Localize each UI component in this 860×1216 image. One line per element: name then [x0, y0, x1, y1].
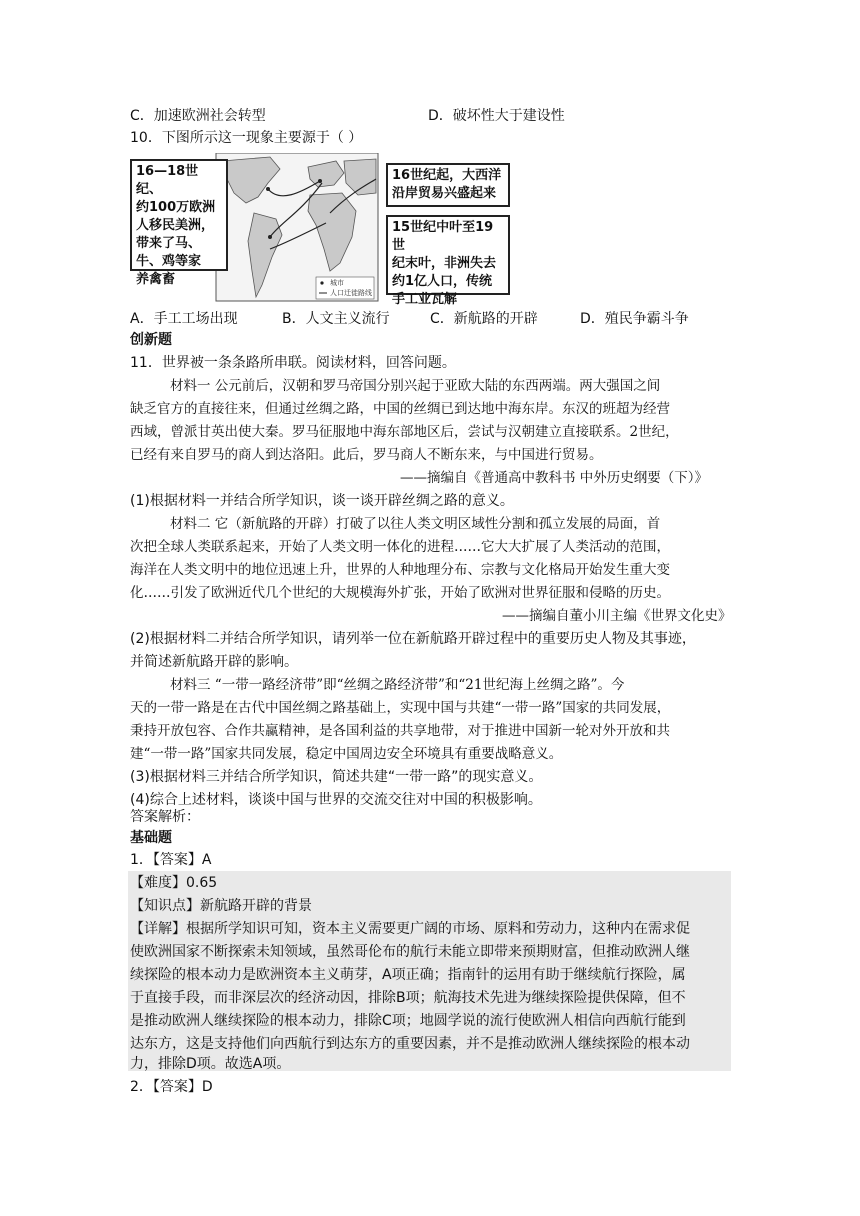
q10-option-c: C．新航路的开辟: [430, 311, 538, 327]
box-bottom-right-line: 约1亿人口，传统: [392, 274, 493, 289]
answer-2-label: 2．【答案】D: [130, 1079, 213, 1095]
q11-question-1: (1)根据材料一并结合所学知识，谈一谈开辟丝绸之路的意义。: [130, 493, 514, 509]
section-heading-innovation: 创新题: [130, 332, 172, 348]
q10-option-d: D．殖民争霸斗争: [580, 311, 689, 327]
q11-question-4: (4)综合上述材料，谈谈中国与世界的交流交往对中国的积极影响。: [130, 792, 542, 808]
q9-option-d: D．破坏性大于建设性: [428, 108, 565, 124]
material-one-line: 已经有来自罗马的商人到达洛阳。此后，罗马商人不断东来，与中国进行贸易。: [130, 447, 603, 463]
q10-option-b: B．人文主义流行: [282, 311, 390, 327]
q10-stem: 10．下图所示这一现象主要源于（ ）: [130, 130, 363, 146]
box-bottom-right-line: 手工业瓦解: [392, 292, 458, 307]
q10-figure-map: [130, 153, 510, 307]
box-left-line: 带来了马、: [136, 236, 202, 251]
material-three-line: 天的一带一路是在古代中国丝绸之路基础上，实现中国与共建“一带一路”国家的共同发展，: [130, 700, 671, 716]
legend-city-label: 城市: [330, 279, 344, 287]
box-bottom-right-line: 纪末叶，非洲失去: [392, 256, 497, 271]
answer-1-detail-line: 【详解】根据所学知识可知，资本主义需要更广阔的市场、原料和劳动力，这种内在需求促: [130, 921, 690, 937]
section-heading-basic: 基础题: [130, 830, 172, 846]
box-top-right-line: 16世纪起，大西洋: [392, 168, 502, 183]
answer-1-detail-line: 使欧洲国家不断探索未知领域，虽然哥伦布的航行未能立即带来预期财富，但推动欧洲人继: [130, 944, 690, 960]
answer-1-detail-line: 是推动欧洲人继续探险的根本动力，排除C项；地圆学说的流行使欧洲人相信向西航行能到: [130, 1013, 686, 1029]
material-one-line: 材料一 公元前后，汉朝和罗马帝国分别兴起于亚欧大陆的东西两端。两大强国之间: [170, 378, 661, 394]
figure-box-bottom-right: [386, 215, 510, 307]
answer-1-knowledge-point: 【知识点】新航路开辟的背景: [130, 898, 312, 914]
q11-question-2-line: 并简述新航路开辟的影响。: [130, 654, 298, 670]
q9-options-row: [130, 106, 266, 126]
material-three-line: 建“一带一路”国家共同发展，稳定中国周边安全环境具有重要战略意义。: [130, 746, 563, 762]
q9-option-c: C．加速欧洲社会转型: [130, 108, 266, 124]
box-bottom-right-line: 15世纪中叶至19世: [392, 220, 494, 253]
q10-option-a: A．手工工场出现: [130, 311, 238, 327]
material-two-line: 海洋在人类文明中的地位迅速上升，世界的人种地理分布、宗教与文化格局开始发生重大变: [130, 562, 670, 578]
material-one-line: 缺乏官方的直接往来，但通过丝绸之路，中国的丝绸已到达地中海东岸。东汉的班超为经营: [130, 401, 670, 417]
material-three-line: 材料三 “一带一路经济带”即“丝绸之路经济带”和“21世纪海上丝绸之路”。今: [170, 677, 625, 693]
legend-route-label: 人口迁徙路线: [330, 289, 372, 297]
answer-1-detail-line: 续探险的根本动力是欧洲资本主义萌芽，A项正确；指南针的运用有助于继续航行探险，属: [130, 967, 686, 983]
material-two-source: ——摘编自董小川主编《世界文化史》: [502, 608, 732, 624]
answer-1-detail-line: 达东方，这是支持他们向西航行到达东方的重要因素，并不是推动欧洲人继续探险的根本动: [130, 1036, 690, 1052]
material-two-line: 材料二 它（新航路的开辟）打破了以往人类文明区域性分割和孤立发展的局面，首: [170, 516, 661, 532]
q11-question-2-line: (2)根据材料二并结合所学知识，请列举一位在新航路开辟过程中的重要历史人物及其事迹，: [130, 631, 696, 647]
answer-1-detail-line: 力，排除D项。故选A项。: [130, 1056, 291, 1072]
material-three-line: 秉持开放包容、合作共赢精神，是各国利益的共享地带，对于推进中国新一轮对外开放和共: [130, 723, 670, 739]
answer-1-label: 1．【答案】A: [130, 852, 212, 868]
box-left-line: 人移民美洲，: [136, 218, 215, 233]
box-left-line: 约100万欧洲: [136, 200, 216, 215]
box-top-right-line: 沿岸贸易兴盛起来: [392, 186, 497, 201]
box-left-line: 16—18世纪、: [136, 164, 199, 197]
figure-box-top-right: [386, 163, 510, 207]
box-left-line: 养禽畜: [136, 272, 176, 287]
answer-1-detail-line: 于直接手段，而非深层次的经济动因，排除B项；航海技术先进为继续探险提供保障，但不: [130, 990, 686, 1006]
answer-1-difficulty: 【难度】0.65: [130, 875, 218, 891]
material-two-line: 次把全球人类联系起来，开始了人类文明一体化的进程……它大大扩展了人类活动的范围，: [130, 539, 670, 555]
figure-box-left: [130, 159, 228, 287]
q11-stem: 11．世界被一条条路所串联。阅读材料，回答问题。: [130, 355, 456, 371]
box-left-line: 牛、鸡等家: [136, 254, 202, 269]
q11-question-3: (3)根据材料三并结合所学知识，简述共建“一带一路”的现实意义。: [130, 769, 543, 785]
material-two-line: 化……引发了欧洲近代几个世纪的大规模海外扩张，开始了欧洲对世界征服和侵略的历史。: [130, 585, 670, 601]
material-one-line: 西域，曾派甘英出使大秦。罗马征服地中海东部地区后，尝试与汉朝建立直接联系。2世纪，: [130, 424, 679, 440]
material-one-source: ——摘编自《普通高中教科书 中外历史纲要（下）》: [400, 470, 709, 486]
answer-heading: 答案解析：: [130, 809, 200, 825]
